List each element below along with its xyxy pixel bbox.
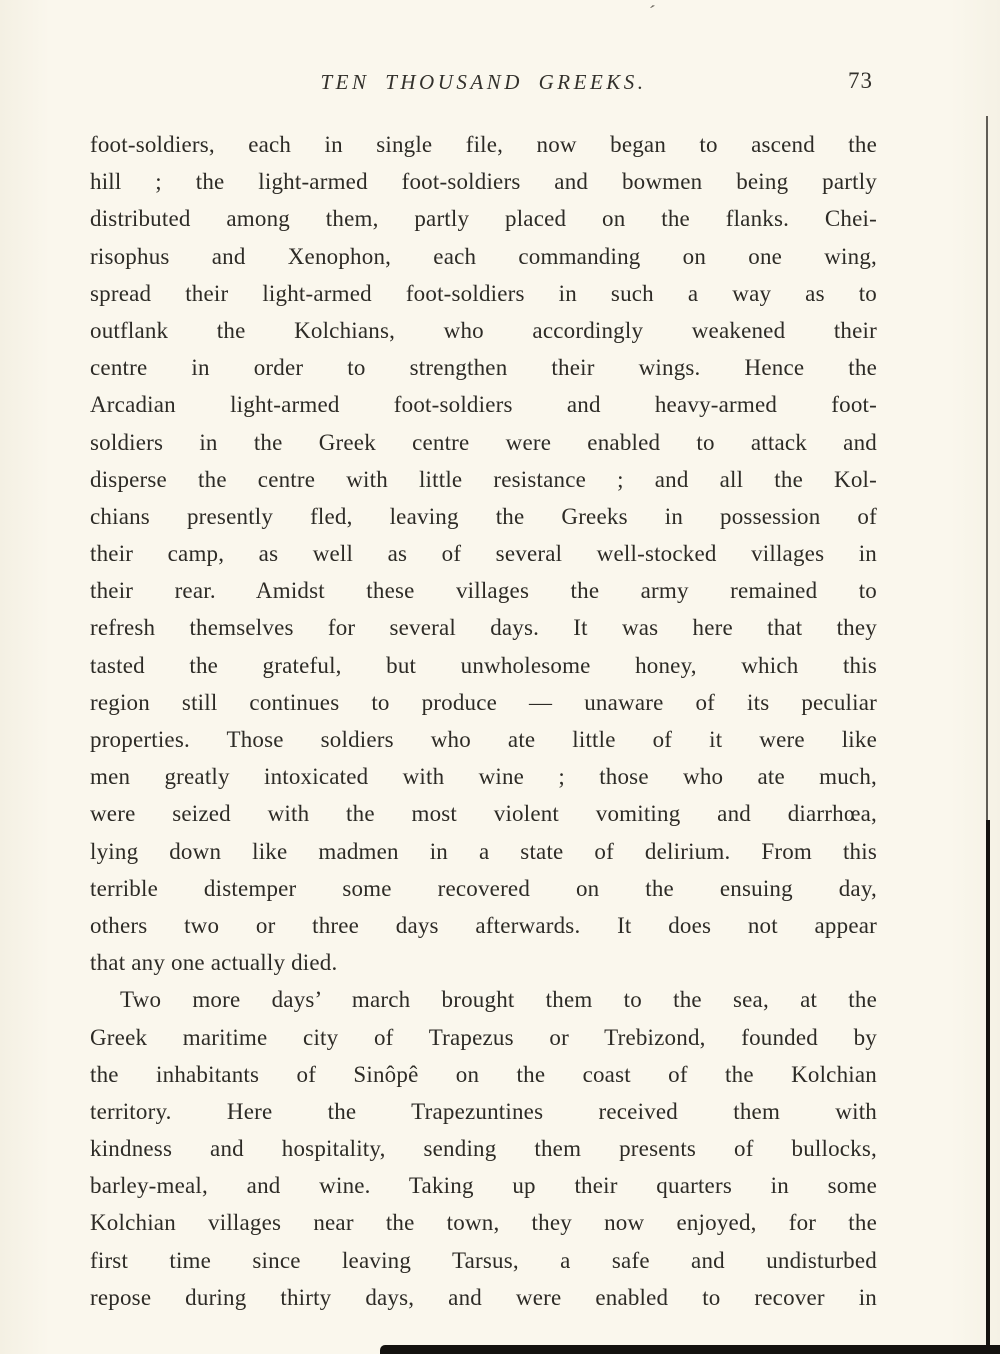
text-line: their rear. Amidst these villages the army remained to (90, 578, 877, 604)
text-line: disperse the centre with little resistance ; and all the Kol- (90, 466, 877, 492)
text-line: were seized with the most violent vomiting and diarrhœa, (90, 801, 877, 827)
text-line: spread their light-armed foot-soldiers in such a way as to (90, 280, 877, 306)
text-line: their camp, as well as of several well-stocked villages in (90, 541, 877, 567)
text-line: the inhabitants of Sinôpê on the coast of the Kolchian (90, 1061, 877, 1087)
page-number: 73 (848, 68, 873, 93)
scan-speck: ˊ (646, 1, 657, 25)
text-line: centre in order to strengthen their wings. Hence the (90, 355, 877, 381)
text-line: kindness and hospitality, sending them presents of bullocks, (90, 1136, 877, 1162)
text-line: risophus and Xenophon, each commanding on one wing, (90, 243, 877, 269)
text-line: hill ; the light-armed foot-soldiers and bowmen being partly (90, 169, 877, 195)
paragraph-1 (90, 126, 877, 981)
text-line: Arcadian light-armed foot-soldiers and heavy-armed foot- (90, 392, 877, 418)
scan-edge-line-thin (986, 116, 988, 828)
running-title: TEN THOUSAND GREEKS. (320, 70, 647, 94)
text-line: terrible distemper some recovered on the ensuing day, (90, 875, 877, 901)
paragraph-2 (90, 981, 877, 1316)
text-line: Two more days’ march brought them to the sea, at the (120, 987, 877, 1013)
text-line: others two or three days afterwards. It does not appear (90, 912, 877, 938)
text-line: men greatly intoxicated with wine ; those who ate much, (90, 764, 877, 790)
text-line: Kolchian villages near the town, they now enjoyed, for the (90, 1210, 877, 1236)
page-header (90, 70, 877, 104)
text-line: barley-meal, and wine. Taking up their quarters in some (90, 1173, 877, 1199)
scan-bottom-edge (380, 1345, 1000, 1354)
text-line: that any one actually died. (90, 950, 338, 976)
text-line: tasted the grateful, but unwholesome honey, which this (90, 652, 877, 678)
text-line: repose during thirty days, and were enabled to recover in (90, 1284, 877, 1310)
text-line: region still continues to produce — unaware of its peculiar (90, 689, 877, 715)
text-line: lying down like madmen in a state of delirium. From this (90, 838, 877, 864)
text-line: foot-soldiers, each in single file, now began to ascend the (90, 132, 877, 157)
text-line: outflank the Kolchians, who accordingly weakened their (90, 317, 877, 343)
text-line: refresh themselves for several days. It was here that they (90, 615, 877, 641)
text-line: chians presently fled, leaving the Greeks in possession of (90, 503, 877, 529)
text-line: distributed among them, partly placed on the flanks. Chei- (90, 206, 877, 232)
text-line: Greek maritime city of Trapezus or Trebizond, founded by (90, 1024, 877, 1050)
text-line: properties. Those soldiers who ate little of it were like (90, 727, 877, 752)
text-line: territory. Here the Trapezuntines received them with (90, 1098, 877, 1124)
text-line: first time since leaving Tarsus, a safe and undisturbed (90, 1247, 877, 1273)
page-body (90, 126, 877, 1316)
text-line: soldiers in the Greek centre were enabled to attack and (90, 429, 877, 455)
scan-edge-line-dark (986, 820, 990, 1354)
